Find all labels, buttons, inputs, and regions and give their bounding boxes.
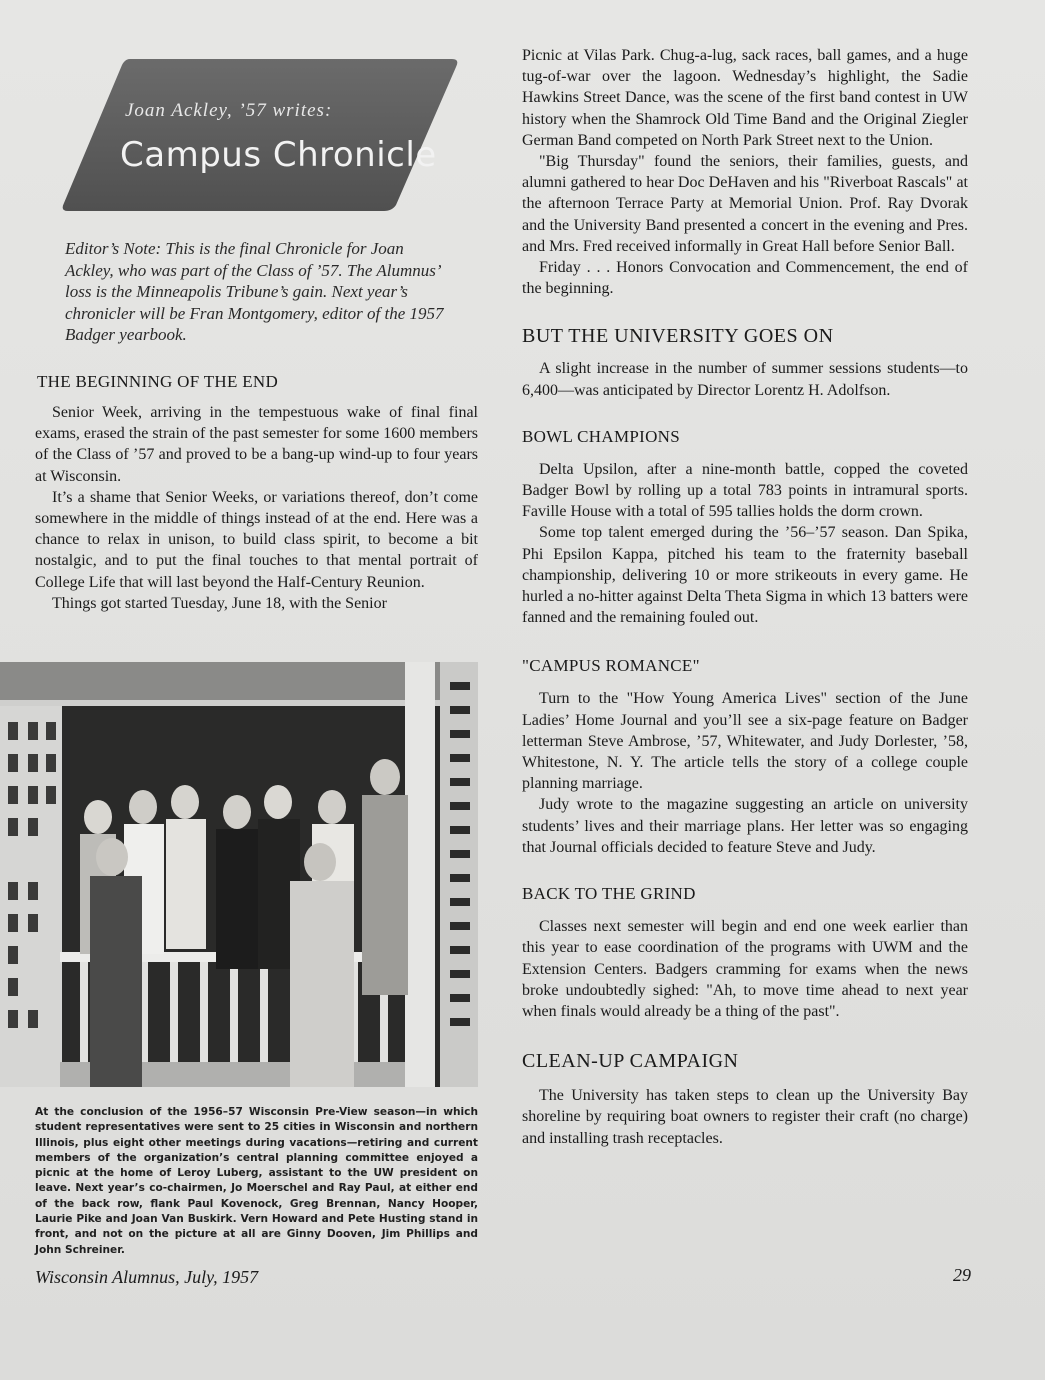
- photo-illustration: [0, 662, 478, 1087]
- paragraph: Judy wrote to the magazine suggesting an article on university students’ lives and their marriage plans. Her letter was so engaging that Journal officials decided to feature Steve and Judy.: [522, 796, 968, 856]
- paragraph: The University has taken steps to clean up the University Bay shoreline by requiring boat owners to register their craft (no charge) and installing trash receptacles.: [522, 1087, 968, 1147]
- heading-beginning-of-end: THE BEGINNING OF THE END: [37, 372, 279, 391]
- heading-university-goes-on: BUT THE UNIVERSITY GOES ON: [522, 325, 834, 348]
- paragraph: Classes next semester will begin and end one week earlier than this year to ease coordination of the programs with UWM and the Extension Centers. Badgers cramming for exams when the news broke undoubtedly sighed: "Ah, to move time ahead to next year when finals would already be a thing of the past".: [522, 918, 968, 1020]
- group-photo: [0, 662, 478, 1087]
- heading-campus-romance: "CAMPUS ROMANCE": [522, 656, 700, 676]
- paragraph: Turn to the "How Young America Lives" section of the June Ladies’ Home Journal and you’ll see a six-page feature on Badger letterman Steve Ambrose, ’57, Whitewater, and Judy Dorlester, ’58, Whitestone, N. Y. The article tells the story of a college couple planning marriage.: [522, 690, 968, 793]
- paragraph: "Big Thursday" found the seniors, their families, guests, and alumni gathered to hear Doc DeHaven and his "Riverboat Rascals" at the afternoon Terrace Party at Memorial Union. Prof. Ray Dvorak and the University Band presented a concert in the evening and Pres. and Mrs. Fred received informally in Great Hall before Senior Ball.: [522, 153, 968, 255]
- right-column: [522, 45, 968, 1149]
- editor-note: Editor’s Note: This is the final Chronicle for Joan Ackley, who was part of the Class of ’57. The Alumnus’ loss is the Minneapolis Tribune’s gain. Next year’s chronicler will be Fran Montgomery, editor of the 1957 Badger yearbook.: [65, 239, 444, 344]
- paragraph: Things got started Tuesday, June 18, with the Senior: [52, 594, 387, 612]
- campus-chronicle-banner: [60, 55, 460, 215]
- paragraph: A slight increase in the number of summer sessions students—to 6,400—was anticipated by Director Lorentz H. Adolfson.: [522, 360, 968, 399]
- photo-caption: At the conclusion of the 1956–57 Wisconsin Pre-View season—in which student representatives were sent to 25 cities in Wisconsin and northern Illinois, plus eight other meetings during vacations—retiring and current members of the organization’s central planning committee enjoyed a picnic at the home of Leroy Luberg, assistant to the UW president on leave. Next year’s co-chairmen, Jo Moerschel and Ray Paul, at either end of the back row, flank Paul Kovenock, Greg Brennan, Nancy Hooper, Laurie Pike and Joan Van Buskirk. Vern Howard and Pete Husting stand in front, and not on the picture at all are Ginny Dooven, Jim Phillips and John Schreiner.: [35, 1106, 478, 1256]
- banner-subtitle: Joan Ackley, ’57 writes:: [125, 100, 333, 121]
- paragraph: It’s a shame that Senior Weeks, or variations thereof, don’t come somewhere in the middle of things instead of at the end. Here was a chance to relax in unison, to build class spirit, to become a bit nostalgic, and to put the final touches to that mental portrait of College Life that will last beyond the Half-Century Reunion.: [35, 488, 478, 591]
- heading-clean-up-campaign: CLEAN-UP CAMPAIGN: [522, 1050, 739, 1073]
- page-number: 29: [953, 1265, 971, 1285]
- paragraph: Friday . . . Honors Convocation and Commencement, the end of the beginning.: [522, 259, 968, 298]
- publication-footer: Wisconsin Alumnus, July, 1957: [35, 1267, 259, 1287]
- paragraph: Senior Week, arriving in the tempestuous wake of final final exams, erased the strain of the past semester for some 1600 members of the Class of ’57 and proved to be a bang-up wind-up to four years at Wisconsin.: [35, 404, 478, 485]
- paragraph: Picnic at Vilas Park. Chug-a-lug, sack races, ball games, and a huge tug-of-war over the lagoon. Wednesday’s highlight, the Sadie Hawkins Street Dance, was the scene of the first band contest in UW history when the Shamrock Old Time Band and the Original Ziegler German Band competed on North Park Street next to the Union.: [522, 47, 968, 149]
- heading-bowl-champions: BOWL CHAMPIONS: [522, 426, 680, 446]
- banner-title: Campus Chronicle: [120, 135, 437, 175]
- paragraph: Some top talent emerged during the ’56–’57 season. Dan Spika, Phi Epsilon Kappa, pitched his team to the fraternity baseball championship, delivering 10 or more strikeouts in every game. He hurled a no-hitter against Delta Theta Sigma in which 13 batters were fanned and the remaining fouled out.: [522, 524, 968, 627]
- heading-back-to-grind: BACK TO THE GRIND: [522, 884, 696, 904]
- paragraph: Delta Upsilon, after a nine-month battle, copped the coveted Badger Bowl by rolling up a total 783 points in intramural sports. Faville House with a total of 595 tallies holds the dorm crown.: [522, 460, 968, 521]
- left-column: [35, 372, 478, 614]
